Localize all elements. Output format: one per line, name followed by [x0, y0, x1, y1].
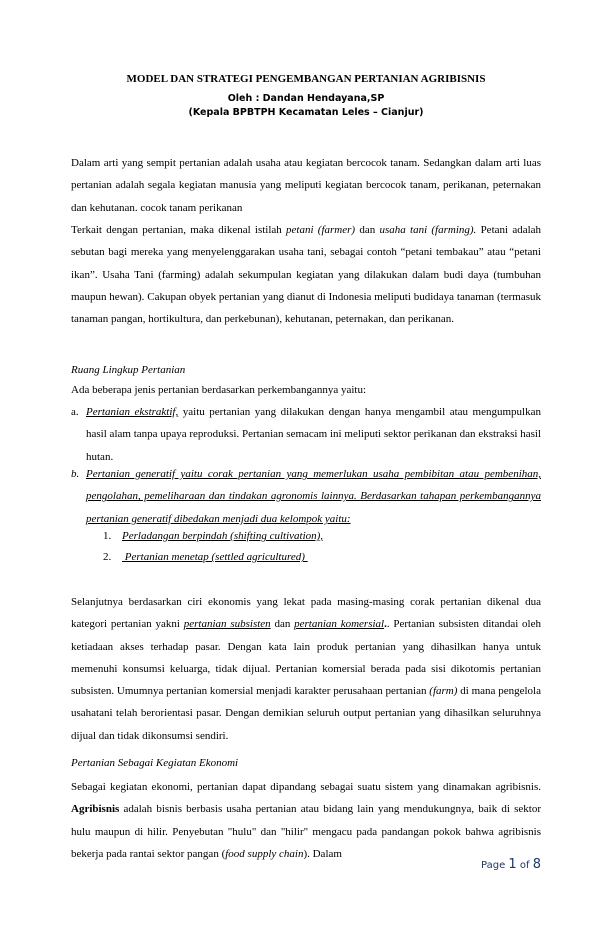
activity-paragraph [71, 776, 541, 865]
term-farmer: petani (farmer) [286, 224, 356, 236]
economy-paragraph [71, 591, 541, 747]
text: di mana pengelola usahatani telah berorientasi pasar. Dengan demikian seluruh output pertanian yang dihasilkan seluruhnya dijual dan tidak dikonsumsi sendiri. [71, 685, 541, 742]
of-word: of [519, 860, 530, 871]
intro-paragraph-2 [71, 219, 541, 330]
text: Terkait dengan pertanian, maka dikenal istilah [71, 224, 287, 236]
text: adalah bisnis berbasis usaha pertanian atau bidang lain yang mendukungnya, baik di sektor hulu maupun di hilir. Penyebutan "hulu" dan "hilir" mengacu pada pandangan pokok bahwa agribisnis bekerja pada rantai sektor pangan ( [71, 803, 541, 860]
scope-lead: Ada beberapa jenis pertanian berdasarkan perkembangannya yaitu: [71, 384, 367, 396]
sub-number: 2. [103, 551, 112, 563]
term-farm: (farm) [429, 685, 458, 698]
sub-item-2: Pertanian menetap (settled agricultured) [122, 551, 308, 563]
author-line: Oleh : Dandan Hendayana,SP [227, 93, 385, 104]
page-word: Page [481, 860, 506, 871]
author-position: (Kepala BPBTPH Kecamatan Leles – Cianjur) [188, 107, 424, 118]
intro-paragraph-1: Dalam arti yang sempit pertanian adalah usaha atau kegiatan bercocok tanam. Sedangkan dalam arti luas pertanian adalah segala kegiatan manusia yang meliputi kegiatan bercocok tanam, perikanan, peternakan dan kehutanan. cocok tanam perikanan [71, 157, 541, 214]
term-farming: usaha tani (farming). [379, 224, 477, 236]
page-number: 1 [508, 857, 517, 872]
text: Selanjutnya berdasarkan ciri ekonomis yang lekat pada masing-masing corak pertanian dikenal dua kategori pertanian yakni [71, 596, 541, 631]
text: Petani adalah sebutan bagi mereka yang menyelenggarakan usaha tani, sebagai contoh “petani tembakau” atau “petani ikan”. Usaha Tani (farming) adalah sekumpulan kegiatan yang dilakukan dalam budi daya (tumbuhan maupun hewan). Cakupan obyek pertanian yang dianut di Indonesia meliputi budidaya tanaman (termasuk tanaman pangan, hortikultura, dan perkebunan), kehutanan, peternakan, dan perikanan. [71, 224, 542, 326]
text: . Pertanian subsisten ditandai oleh ketiadaan akses terhadap pasar. Dengan kata lain produk pertanian yang dihasilkan hanya untuk memenuhi konsumsi keluarga, tidak dijual. Pertanian komersial berada pada sisi dikotomis pertanian subsisten. Umumnya pertanian komersial menjadi karakter perusahaan pertanian [71, 618, 541, 698]
term-komersial: pertanian komersial [294, 618, 385, 631]
term-subsisten: pertanian subsisten [183, 618, 271, 631]
term-ekstraktif: Pertanian ekstraktif, [86, 406, 179, 418]
text: ). Dalam [303, 847, 342, 860]
document-title: MODEL DAN STRATEGI PENGEMBANGAN PERTANIAN AGRIBISNIS [126, 73, 486, 85]
text: . [384, 618, 387, 631]
text: Sebagai kegiatan ekonomi, pertanian dapat dipandang sebagai suatu sistem yang dinamakan agribisnis. [71, 781, 541, 793]
section-heading-economy: Pertanian Sebagai Kegiatan Ekonomi [71, 757, 239, 769]
page-total: 8 [532, 857, 541, 872]
sub-number: 1. [103, 530, 112, 542]
page-footer [481, 857, 541, 872]
list-label: a. [71, 406, 79, 418]
sub-item-1: Perladangan berpindah (shifting cultivation), [122, 530, 324, 542]
list-label: b. [71, 468, 80, 480]
list-item-b [71, 463, 541, 530]
list-item-a [71, 401, 541, 468]
text: dan [355, 224, 380, 236]
term-agribisnis: Agribisnis [71, 803, 120, 816]
section-heading-scope: Ruang Lingkup Pertanian [71, 364, 186, 376]
text: dan [270, 618, 295, 631]
text: yaitu pertanian yang dilakukan dengan hanya mengambil atau mengumpulkan hasil alam tanpa upaya reproduksi. Pertanian semacam ini meliputi sektor perikanan dan ekstraksi hasil hutan. [86, 406, 541, 463]
text: Pertanian generatif yaitu corak pertanian yang memerlukan usaha pembibitan atau pembenihan, pengolahan, pemeliharaan dan tindakan agronomis lainnya. Berdasarkan tahapan perkembangannya pertanian generatif dibedakan menjadi dua kelompok yaitu: [86, 468, 541, 525]
term-food-supply-chain: food supply chain [225, 847, 304, 860]
